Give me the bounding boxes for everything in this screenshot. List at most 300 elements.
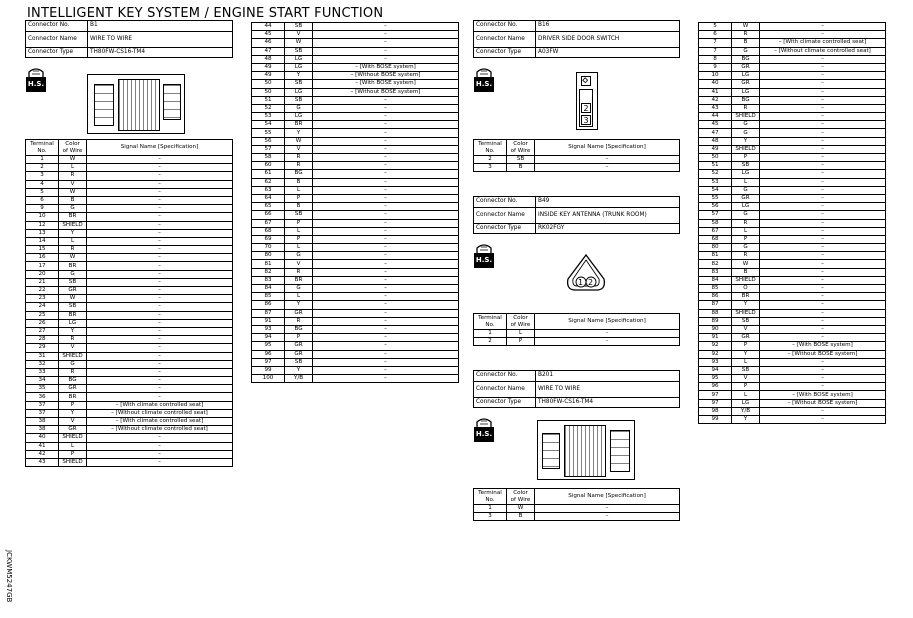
- terminal-no: 24: [26, 303, 59, 311]
- terminal-no: 54: [252, 121, 285, 129]
- terminal-no: 67: [252, 219, 285, 227]
- wire-color: G: [285, 285, 313, 293]
- terminal-no: 64: [252, 194, 285, 202]
- signal-name: –: [760, 145, 886, 153]
- terminal-no: 97: [252, 358, 285, 366]
- wire-color: Y: [732, 416, 760, 424]
- terminal-no: 42: [26, 450, 59, 458]
- signal-name: –: [87, 336, 233, 344]
- terminal-no: 47: [252, 47, 285, 55]
- table-row: [699, 342, 886, 350]
- signal-name: –: [313, 293, 459, 301]
- signal-name: –: [313, 260, 459, 268]
- signal-name: – [Without BOSE system]: [313, 88, 459, 96]
- terminal-no: 36: [26, 393, 59, 401]
- table-row: [26, 401, 233, 409]
- signal-name: –: [313, 244, 459, 252]
- table-row: [26, 180, 233, 188]
- terminal-no: 91: [699, 334, 732, 342]
- table-row: [699, 252, 886, 260]
- terminal-no: 1: [474, 330, 507, 338]
- terminal-no: 45: [252, 31, 285, 39]
- table-row: [26, 278, 233, 286]
- table-row: [699, 366, 886, 374]
- terminal-no: 86: [252, 301, 285, 309]
- terminal-no: 46: [252, 39, 285, 47]
- signal-name: –: [760, 301, 886, 309]
- terminal-no: 6: [699, 31, 732, 39]
- signal-name: – [With BOSE system]: [313, 80, 459, 88]
- b201-terminal-table-cont: [698, 22, 886, 424]
- signal-name: –: [87, 311, 233, 319]
- terminal-no: 2: [474, 338, 507, 346]
- wire-color: R: [732, 252, 760, 260]
- terminal-no: 85: [699, 285, 732, 293]
- terminal-no: 65: [252, 203, 285, 211]
- terminal-no: 5: [26, 188, 59, 196]
- signal-name: –: [535, 513, 680, 521]
- table-row: [26, 164, 233, 172]
- table-row: [252, 178, 459, 186]
- table-row: [26, 205, 233, 213]
- table-row: [252, 162, 459, 170]
- signal-name: –: [313, 366, 459, 374]
- signal-name: –: [760, 383, 886, 391]
- table-row: [252, 211, 459, 219]
- table-row: [26, 458, 233, 466]
- wire-color: P: [285, 194, 313, 202]
- table-row: [26, 229, 233, 237]
- terminal-no: 94: [699, 366, 732, 374]
- b201-connector-type: TH80FW-CS16-TM4: [536, 397, 680, 408]
- wire-color: P: [59, 401, 87, 409]
- table-row: [699, 145, 886, 153]
- terminal-no: 50: [252, 88, 285, 96]
- signal-name: –: [87, 344, 233, 352]
- terminal-no: 14: [26, 237, 59, 245]
- b49-pin: 1: [578, 278, 584, 287]
- signal-name: –: [760, 194, 886, 202]
- table-row: [26, 295, 233, 303]
- wire-color: GR: [732, 194, 760, 202]
- table-row: [699, 383, 886, 391]
- signal-name: –: [87, 205, 233, 213]
- wire-color: W: [59, 188, 87, 196]
- table-row: [26, 368, 233, 376]
- table-row: [252, 129, 459, 137]
- wire-color: Y: [59, 409, 87, 417]
- terminal-no: 80: [699, 244, 732, 252]
- page-title: INTELLIGENT KEY SYSTEM / ENGINE START FUNCTION: [27, 6, 384, 21]
- signal-name: –: [313, 285, 459, 293]
- terminal-no: 38: [26, 418, 59, 426]
- wire-color: GR: [59, 426, 87, 434]
- terminal-no: 84: [699, 276, 732, 284]
- wire-color: G: [732, 211, 760, 219]
- wire-color: V: [285, 31, 313, 39]
- wire-color: B: [285, 178, 313, 186]
- terminal-no: 68: [699, 235, 732, 243]
- table-row: [699, 72, 886, 80]
- table-row: [252, 88, 459, 96]
- signal-name: – [With climate controlled seat]: [87, 401, 233, 409]
- wire-color: GR: [285, 309, 313, 317]
- terminal-no: 62: [252, 178, 285, 186]
- signal-name: –: [313, 137, 459, 145]
- signal-name: –: [87, 172, 233, 180]
- table-row: [699, 375, 886, 383]
- terminal-no: 69: [252, 235, 285, 243]
- terminal-no: 98: [699, 407, 732, 415]
- signal-name: –: [313, 154, 459, 162]
- table-row: [699, 96, 886, 104]
- table-row: [26, 303, 233, 311]
- terminal-no: 70: [252, 244, 285, 252]
- terminal-no: 41: [26, 442, 59, 450]
- signal-name: –: [87, 270, 233, 278]
- terminal-no: 45: [699, 121, 732, 129]
- wire-color: BR: [732, 293, 760, 301]
- wire-color: BG: [59, 377, 87, 385]
- signal-name: – [With BOSE system]: [760, 342, 886, 350]
- terminal-no: 86: [699, 293, 732, 301]
- terminal-no: 34: [26, 377, 59, 385]
- wire-color: G: [732, 186, 760, 194]
- terminal-no: 4: [26, 180, 59, 188]
- table-row: [26, 188, 233, 196]
- terminal-no: 1: [474, 505, 507, 513]
- wire-color: LG: [285, 88, 313, 96]
- table-row: [474, 330, 680, 338]
- wire-color: BR: [285, 276, 313, 284]
- terminal-no: 56: [699, 203, 732, 211]
- table-row: [252, 309, 459, 317]
- terminal-no: 9: [26, 205, 59, 213]
- wire-color: SHIELD: [59, 221, 87, 229]
- wire-color: BG: [285, 325, 313, 333]
- table-row: [699, 285, 886, 293]
- wire-color: L: [732, 227, 760, 235]
- wire-color: P: [732, 342, 760, 350]
- signal-name: –: [87, 393, 233, 401]
- signal-name: –: [87, 221, 233, 229]
- table-row: [26, 213, 233, 221]
- wire-color: BG: [732, 55, 760, 63]
- signal-name: –: [313, 145, 459, 153]
- table-row: [474, 505, 680, 513]
- signal-name: – [With climate controlled seat]: [87, 418, 233, 426]
- table-row: [26, 393, 233, 401]
- wire-color: GR: [285, 342, 313, 350]
- table-row: [252, 219, 459, 227]
- table-row: [252, 334, 459, 342]
- table-row: [26, 237, 233, 245]
- terminal-no: 43: [26, 458, 59, 466]
- signal-name: –: [760, 96, 886, 104]
- wire-color: R: [732, 104, 760, 112]
- wire-color: BR: [285, 121, 313, 129]
- signal-name: –: [313, 55, 459, 63]
- wire-color: W: [732, 260, 760, 268]
- terminal-no: 13: [26, 229, 59, 237]
- wire-color: Y/B: [732, 407, 760, 415]
- terminal-no: 50: [252, 80, 285, 88]
- b1-connector-no: B1: [88, 21, 233, 32]
- wire-color: LG: [285, 63, 313, 71]
- signal-name: –: [313, 219, 459, 227]
- wire-color: Y/B: [285, 375, 313, 383]
- wire-color: GR: [732, 334, 760, 342]
- table-row: [699, 325, 886, 333]
- signal-name: –: [313, 375, 459, 383]
- table-row: [26, 385, 233, 393]
- table-row: [26, 311, 233, 319]
- terminal-no: 96: [252, 350, 285, 358]
- b49-terminal-table: Terminal No. Color of Wire Signal Name [Specification] 1 L – 2 P –: [473, 313, 680, 346]
- table-row: [474, 513, 680, 521]
- terminal-no: 56: [252, 137, 285, 145]
- wire-color: R: [732, 31, 760, 39]
- table-row: [26, 156, 233, 164]
- signal-name: – [Without BOSE system]: [313, 72, 459, 80]
- wire-color: SHIELD: [59, 434, 87, 442]
- terminal-no: 96: [699, 383, 732, 391]
- signal-name: –: [760, 227, 886, 235]
- signal-name: –: [87, 237, 233, 245]
- table-row: [699, 63, 886, 71]
- wire-color: B: [285, 203, 313, 211]
- table-row: [252, 72, 459, 80]
- table-row: [26, 377, 233, 385]
- wire-color: W: [59, 254, 87, 262]
- signal-name: –: [760, 80, 886, 88]
- terminal-no: 91: [252, 317, 285, 325]
- wire-color: Y: [285, 72, 313, 80]
- signal-name: – [Without BOSE system]: [760, 399, 886, 407]
- signal-name: –: [313, 129, 459, 137]
- signal-name: –: [760, 23, 886, 31]
- terminal-no: 99: [699, 416, 732, 424]
- wire-color: L: [285, 244, 313, 252]
- wire-color: LG: [59, 319, 87, 327]
- signal-name: –: [87, 368, 233, 376]
- signal-name: –: [87, 188, 233, 196]
- signal-name: –: [313, 186, 459, 194]
- table-row: [699, 244, 886, 252]
- signal-name: –: [760, 162, 886, 170]
- terminal-no: 83: [699, 268, 732, 276]
- table-row: [252, 104, 459, 112]
- wire-color: L: [285, 227, 313, 235]
- signal-name: –: [760, 170, 886, 178]
- signal-name: –: [760, 178, 886, 186]
- signal-name: –: [760, 154, 886, 162]
- terminal-no: 57: [252, 145, 285, 153]
- wire-color: P: [732, 235, 760, 243]
- signal-name: –: [87, 213, 233, 221]
- table-row: [474, 156, 680, 164]
- wire-color: V: [59, 418, 87, 426]
- wire-color: SHIELD: [732, 309, 760, 317]
- wire-color: GR: [59, 385, 87, 393]
- wire-color: V: [732, 325, 760, 333]
- signal-name: –: [760, 268, 886, 276]
- signal-name: – [Without climate controlled seat]: [87, 426, 233, 434]
- signal-name: –: [87, 450, 233, 458]
- wire-color: L: [285, 293, 313, 301]
- signal-name: –: [760, 235, 886, 243]
- signal-name: – [Without climate controlled seat]: [760, 47, 886, 55]
- signal-name: – [With BOSE system]: [313, 63, 459, 71]
- table-row: [699, 416, 886, 424]
- wire-color: G: [732, 244, 760, 252]
- table-row: [252, 342, 459, 350]
- table-row: [699, 31, 886, 39]
- table-row: [26, 196, 233, 204]
- wire-color: G: [285, 252, 313, 260]
- signal-name: –: [313, 301, 459, 309]
- wire-color: W: [59, 156, 87, 164]
- terminal-no: 2: [26, 164, 59, 172]
- wire-color: P: [507, 338, 535, 346]
- signal-name: –: [313, 342, 459, 350]
- b1-connector-diagram: [87, 74, 185, 134]
- table-row: [252, 235, 459, 243]
- table-row: [252, 244, 459, 252]
- terminal-no: 58: [699, 219, 732, 227]
- wire-color: W: [285, 137, 313, 145]
- table-row: [699, 260, 886, 268]
- b1-terminal-table: Terminal No. Color of Wire Signal Name [Specification] 1 W – 2 L – 3 R – 4 V – 5 W – 6 B – 9 G – 10 BR – 12 SHIELD – 13 Y – 14 L – 15 R – 16 W – 17 BR – 20 G – 21 SB – 22 GR – 23 W – 24 SB – 25 BR – 26 LG – 27 Y – 28 R – 29 V – 31 SHIELD – 32 G – 33 R – 34 BG – 35 GR – 36 BR – 37 P – [With climate controlled seat] 37 Y – [Without climate controlled seat] 38 V – [With climate controlled seat] 38 GR – [Without climate controlled seat] 40 SHIELD – 41 L – 42 P – 43 SHIELD –: [25, 139, 233, 467]
- b16-connector-info: Connector No. B16 Connector Name DRIVER SIDE DOOR SWITCH Connector Type A03FW: [473, 20, 680, 58]
- signal-name: –: [313, 23, 459, 31]
- table-row: [26, 336, 233, 344]
- terminal-no: 55: [252, 129, 285, 137]
- terminal-no: 81: [699, 252, 732, 260]
- table-row: [699, 162, 886, 170]
- signal-name: –: [313, 235, 459, 243]
- terminal-no: 80: [252, 252, 285, 260]
- signal-name: –: [87, 262, 233, 270]
- terminal-no: 6: [26, 196, 59, 204]
- wire-color: G: [285, 104, 313, 112]
- signal-name: –: [87, 254, 233, 262]
- signal-name: –: [760, 63, 886, 71]
- signal-name: –: [313, 268, 459, 276]
- wire-color: GR: [59, 287, 87, 295]
- wire-color: Y: [732, 301, 760, 309]
- signal-name: –: [87, 246, 233, 254]
- terminal-no: 54: [699, 186, 732, 194]
- table-row: [699, 391, 886, 399]
- signal-name: –: [760, 285, 886, 293]
- wire-color: R: [59, 368, 87, 376]
- wire-color: SB: [507, 156, 535, 164]
- table-row: [699, 276, 886, 284]
- wire-color: G: [732, 121, 760, 129]
- table-row: [26, 418, 233, 426]
- table-row: [252, 47, 459, 55]
- table-row: [699, 301, 886, 309]
- terminal-no: 42: [699, 96, 732, 104]
- b49-pin: 2: [588, 278, 594, 287]
- signal-name: – [Without BOSE system]: [760, 350, 886, 358]
- signal-name: –: [313, 358, 459, 366]
- table-row: [252, 80, 459, 88]
- table-row: [26, 352, 233, 360]
- terminal-no: 95: [252, 342, 285, 350]
- table-row: [26, 344, 233, 352]
- wire-color: SB: [285, 80, 313, 88]
- b49-connector-diagram: [564, 253, 608, 293]
- signal-name: –: [87, 287, 233, 295]
- wire-color: G: [732, 47, 760, 55]
- wire-color: W: [59, 295, 87, 303]
- terminal-no: 53: [252, 113, 285, 121]
- terminal-no: 25: [26, 311, 59, 319]
- table-row: [699, 88, 886, 96]
- terminal-no: 67: [699, 227, 732, 235]
- wire-color: LG: [285, 55, 313, 63]
- terminal-no: 29: [26, 344, 59, 352]
- table-row: [699, 39, 886, 47]
- table-row: [26, 254, 233, 262]
- b1-connector-name: WIRE TO WIRE: [88, 31, 233, 47]
- signal-name: –: [760, 407, 886, 415]
- wire-color: Y: [285, 129, 313, 137]
- wire-color: LG: [732, 203, 760, 211]
- table-row: [252, 63, 459, 71]
- table-row: [699, 55, 886, 63]
- table-row: [26, 409, 233, 417]
- wire-color: B: [59, 196, 87, 204]
- table-row: [252, 366, 459, 374]
- signal-name: –: [535, 338, 680, 346]
- table-row: [699, 268, 886, 276]
- table-row: [699, 211, 886, 219]
- terminal-no: 2: [474, 156, 507, 164]
- table-row: [699, 219, 886, 227]
- wire-color: R: [59, 246, 87, 254]
- signal-name: –: [313, 121, 459, 129]
- terminal-no: 32: [26, 360, 59, 368]
- signal-name: –: [535, 330, 680, 338]
- wire-color: GR: [285, 350, 313, 358]
- terminal-no: 66: [252, 211, 285, 219]
- table-row: [699, 235, 886, 243]
- table-row: [252, 285, 459, 293]
- signal-name: –: [87, 303, 233, 311]
- wire-color: L: [732, 391, 760, 399]
- terminal-no: 48: [699, 137, 732, 145]
- table-row: [699, 178, 886, 186]
- wire-color: SB: [732, 366, 760, 374]
- signal-name: –: [313, 113, 459, 121]
- wire-color: G: [59, 205, 87, 213]
- table-row: [699, 137, 886, 145]
- table-row: [252, 194, 459, 202]
- signal-name: –: [760, 416, 886, 424]
- wire-color: P: [732, 154, 760, 162]
- terminal-no: 87: [699, 301, 732, 309]
- signal-name: –: [313, 309, 459, 317]
- terminal-no: 99: [252, 366, 285, 374]
- wire-color: BR: [59, 311, 87, 319]
- wire-color: G: [59, 360, 87, 368]
- signal-name: –: [87, 180, 233, 188]
- signal-name: –: [313, 334, 459, 342]
- wire-color: P: [59, 450, 87, 458]
